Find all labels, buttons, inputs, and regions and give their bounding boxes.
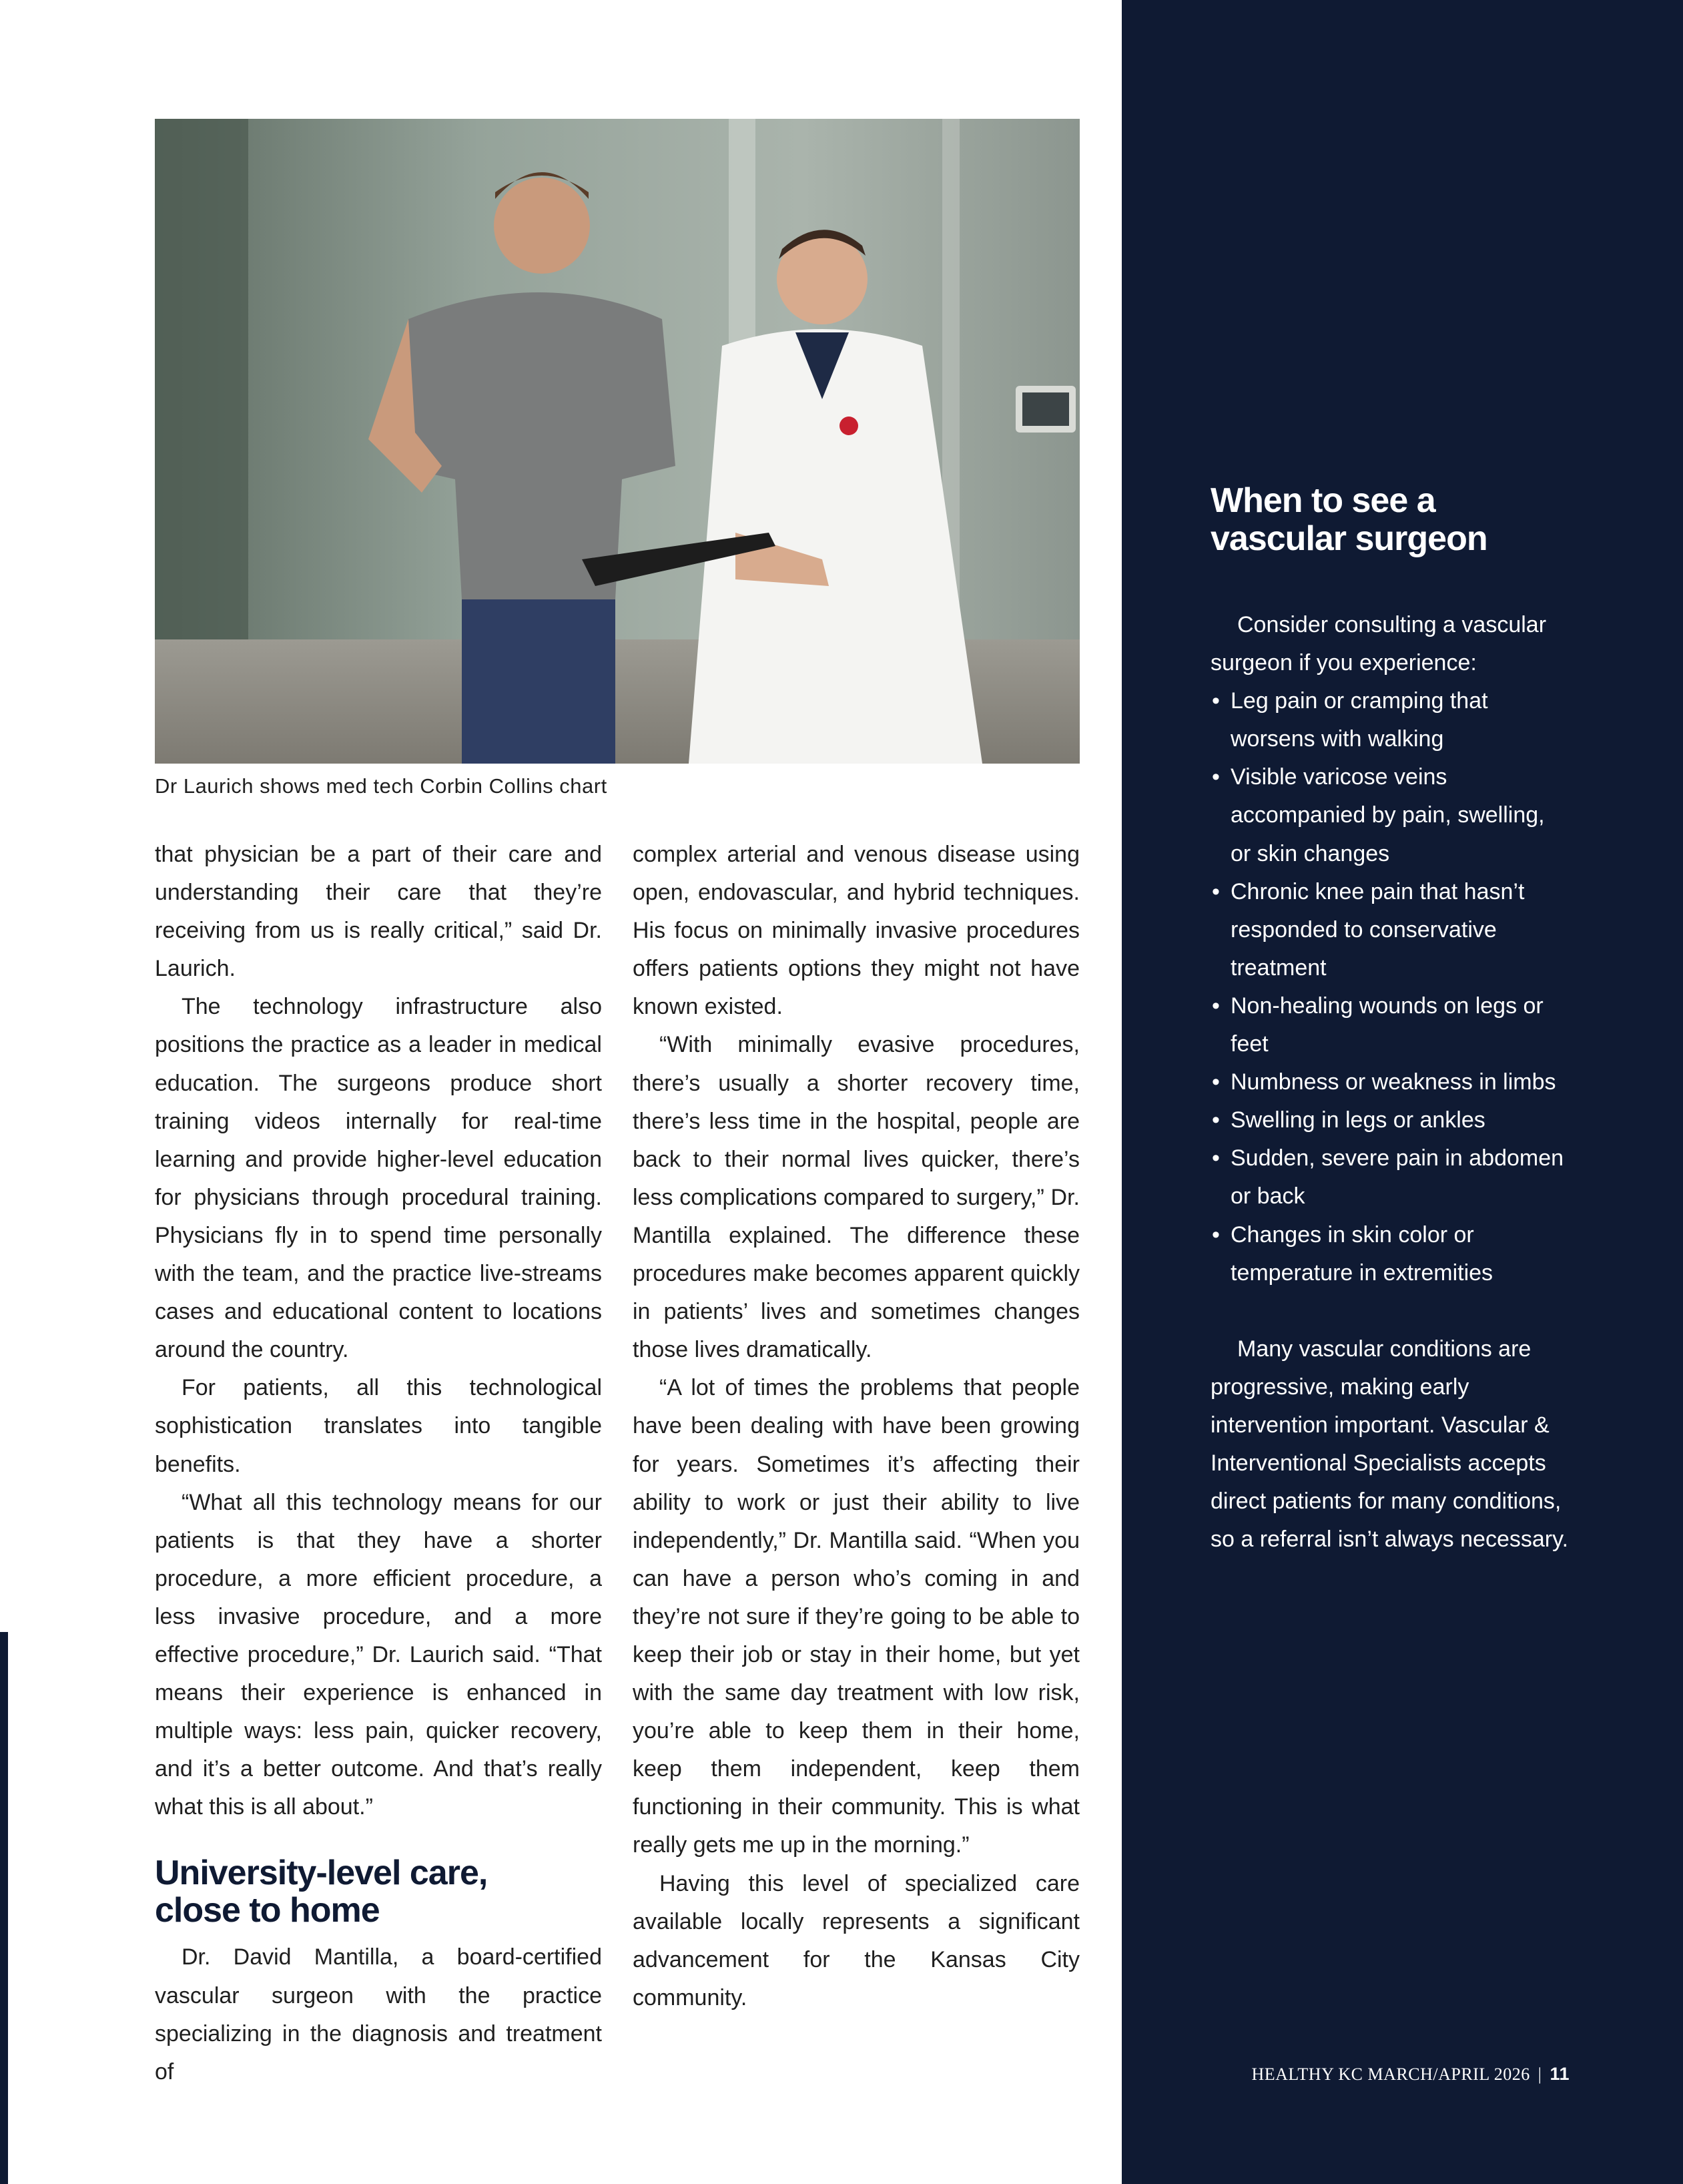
paragraph: complex arterial and venous disease using open, endovascular, and hybrid techniques. His focus on minimally invasive procedures offers patients options they might not have known existed.	[633, 842, 1080, 1020]
paragraph: “A lot of times the problems that people have been dealing with have been growing for years. Sometimes it’s affecting their ability to work or just their ability to live independently,” Dr. Mantilla said. “When you can have a person who’s coming in and they’re not sure if they’re going to be able to keep their job or stay in their home, but yet with the same day treatment with low risk, you’re able to keep them in their home, keep them independent, keep them functioning in their community. This is what really gets me up in the morning.”	[633, 1375, 1080, 1858]
page-edge-bar	[0, 1632, 8, 2184]
publication-name: HEALTHY KC MARCH/APRIL 2026	[1251, 2065, 1530, 2084]
sidebar-title-line-1: When to see a	[1211, 481, 1435, 520]
article-column-2	[633, 836, 1080, 2017]
photo-caption: Dr Laurich shows med tech Corbin Collins chart	[155, 774, 607, 798]
article-photo	[155, 119, 1080, 764]
paragraph: “With minimally evasive procedures, there’s usually a shorter recovery time, there’s less time in the hospital, people are back to their normal lives quicker, there’s less complications compared to surgery,” Dr. Mantilla explained. The difference these procedures make becomes apparent quickly in patients’ lives and sometimes changes those lives dramatically.	[633, 1032, 1080, 1363]
section-heading-line-2: close to home	[155, 1891, 380, 1930]
list-item: • Chronic knee pain that hasn’t responded to conservative treatment	[1211, 873, 1571, 987]
page-footer	[1251, 2064, 1570, 2085]
sidebar-body	[1211, 606, 1571, 1559]
paragraph: Having this level of specialized care available locally represents a significant advancement for the Kansas City community.	[633, 1870, 1080, 2010]
list-item: • Sudden, severe pain in abdomen or back	[1211, 1139, 1571, 1215]
list-item: • Numbness or weakness in limbs	[1211, 1063, 1571, 1101]
sidebar-intro: Consider consulting a vascular surgeon if you experience:	[1211, 612, 1547, 676]
list-item: • Swelling in legs or ankles	[1211, 1101, 1571, 1139]
section-heading	[155, 1854, 602, 1929]
paragraph: The technology infrastructure also positions the practice as a leader in medical education. The surgeons produce short training videos internally for real-time learning and provide higher-level education for physicians through procedural training. Physicians fly in to spend time personally with the team, and the practice live-streams cases and educational content to locations around the country.	[155, 994, 602, 1363]
page-number: 11	[1550, 2064, 1570, 2084]
symptom-list	[1211, 682, 1571, 1292]
sidebar-closing: Many vascular conditions are progressive, making early intervention important. Vascular & Interventional Specialists accepts direct patients for many conditions, so a referral isn’t always necessary.	[1211, 1336, 1569, 1553]
section-heading-line-1: University-level care,	[155, 1854, 488, 1893]
paragraph: that physician be a part of their care and understanding their care that they’re receiving from us is really critical,” said Dr. Laurich.	[155, 842, 602, 982]
paragraph: For patients, all this technological sophistication translates into tangible benefits.	[155, 1375, 602, 1477]
photo-illustration	[155, 119, 1080, 764]
list-item: • Changes in skin color or temperature in extremities	[1211, 1216, 1571, 1292]
footer-separator: |	[1538, 2065, 1542, 2084]
sidebar-title	[1211, 482, 1624, 558]
paragraph: Dr. David Mantilla, a board-certified vascular surgeon with the practice specializing in the diagnosis and treatment of	[155, 1944, 602, 2085]
paragraph: “What all this technology means for our patients is that they have a shorter procedure, a more efficient procedure, a less invasive procedure, and a more effective procedure,” Dr. Laurich said. “That means their experience is enhanced in multiple ways: less pain, quicker recovery, and it’s a better outcome. And that’s really what this is all about.”	[155, 1489, 602, 1820]
list-item: • Visible varicose veins accompanied by pain, swelling, or skin changes	[1211, 758, 1571, 872]
list-item: • Leg pain or cramping that worsens with walking	[1211, 682, 1571, 758]
list-item: • Non-healing wounds on legs or feet	[1211, 987, 1571, 1063]
article-column-1	[155, 836, 602, 2091]
sidebar-title-line-2: vascular surgeon	[1211, 519, 1487, 558]
